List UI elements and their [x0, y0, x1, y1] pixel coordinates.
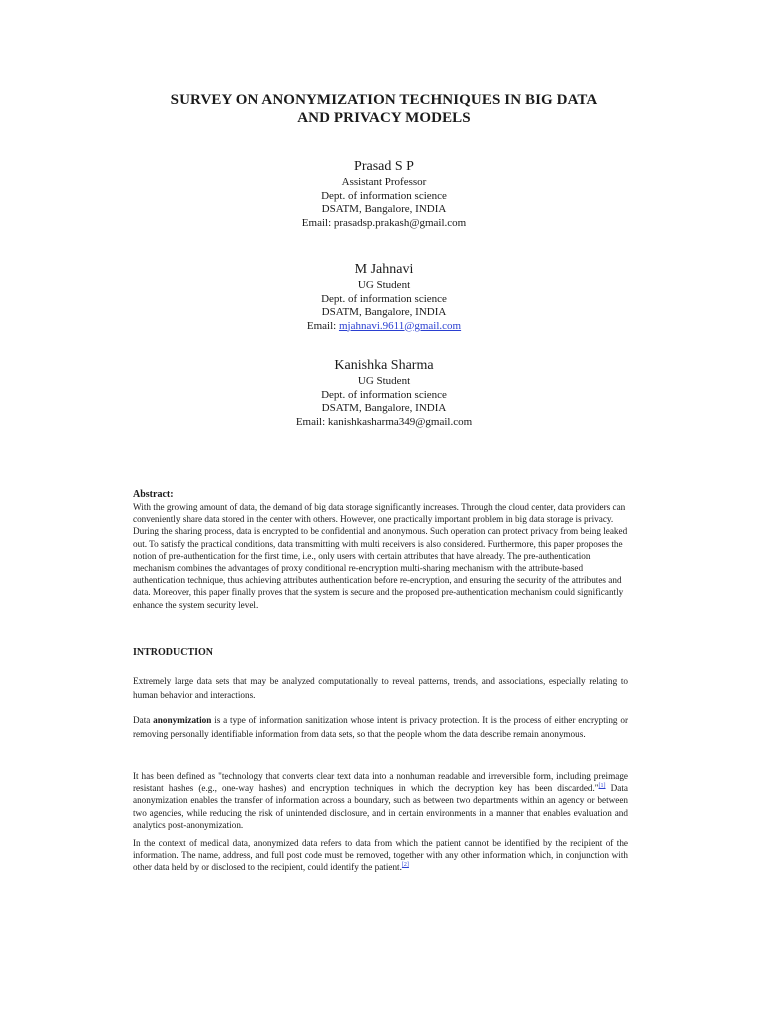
author-block-3 [0, 357, 768, 429]
author-role: UG Student [357, 375, 411, 387]
introduction-heading: INTRODUCTION [133, 647, 214, 658]
abstract-section [133, 489, 628, 611]
citation-link-1[interactable]: [1] [598, 783, 606, 790]
intro-p3-after: Data anonymization enables the transfer of information across a boundary, such as between two departments within an agency or between two agencies, while reducing the risk of unintended disclosure, and in certain environments in a manner that enables evaluation and analytics post-anonymization. [133, 783, 628, 830]
author-dept: Dept. of information science [321, 388, 447, 401]
abstract-text: With the growing amount of data, the demand of big data storage significantly increases. Through the cloud center, data providers can conveniently share data stored in the center with others. However, one practically important problem in big data storage is privacy. During the sharing process, data is encrypted to be confidential and anonymous. Such operation can protect privacy from being leaked out. To satisfy the practical conditions, data transmitting with multi receivers is also considered. Furthermore, this paper proposes the notion of pre-authentication for the first time, i.e., only users with certain attributes that have already. The pre-authentication mechanism combines the advantages of proxy conditional re-encryption multi-sharing mechanism with the attribute-based authentication technique, thus achieving attributes authentication before re-encryption, and ensuring the security of the attributes and data. Moreover, this paper finally proves that the system is secure and the proposed pre-authentication mechanism could significantly enhance the system security level. [133, 502, 628, 610]
author-email-link[interactable]: mjahnavi.9611@gmail.com [338, 319, 462, 332]
author-role: UG Student [357, 279, 411, 291]
author-affiliation: DSATM, Bangalore, INDIA [321, 402, 447, 414]
abstract-heading: Abstract: [133, 489, 174, 500]
paper-title [0, 91, 768, 127]
author-affiliation: DSATM, Bangalore, INDIA [321, 306, 447, 318]
intro-p2-keyword: anonymization [153, 715, 212, 725]
author-block-1 [0, 158, 768, 230]
author-email-line [0, 320, 768, 334]
title-line-1: SURVEY ON ANONYMIZATION TECHNIQUES IN BIG DATA [170, 92, 598, 108]
intro-paragraph-1: Extremely large data sets that may be analyzed computationally to reveal patterns, trends, and associations, especially relating to human behavior and interactions. [133, 676, 628, 700]
author-email-line [0, 217, 768, 231]
author-name: Prasad S P [354, 159, 414, 174]
intro-p3-before: It has been defined as "technology that converts clear text data into a nonhuman readable and irreversible form, including preimage resistant hashes (e.g., one-way hashes) and encryption techniques in which the decryption key has been discarded." [133, 771, 628, 794]
intro-paragraph-2 [133, 714, 628, 742]
email-label: Email: [301, 216, 334, 229]
author-name: Kanishka Sharma [334, 358, 434, 373]
author-block-2 [0, 261, 768, 333]
citation-link-2[interactable]: [2] [401, 862, 409, 869]
email-label: Email: [295, 415, 328, 428]
author-name: M Jahnavi [354, 262, 414, 277]
author-affiliation: DSATM, Bangalore, INDIA [321, 203, 447, 215]
intro-paragraph-4 [133, 837, 628, 874]
intro-paragraph-3 [133, 770, 628, 831]
author-email: prasadsp.prakash@gmail.com [333, 216, 467, 229]
author-dept: Dept. of information science [321, 292, 447, 305]
author-email-line [0, 416, 768, 430]
intro-p4-before: In the context of medical data, anonymized data refers to data from which the patient cannot be identified by the recipient of the information. The name, address, and full post code must be removed, together with any other information which, in conjunction with other data held by or disclosed to the recipient, could identify the patient. [133, 838, 628, 873]
author-email: kanishkasharma349@gmail.com [327, 415, 473, 428]
title-line-2: AND PRIVACY MODELS [297, 110, 471, 126]
author-dept: Dept. of information science [321, 189, 447, 202]
author-role: Assistant Professor [341, 176, 427, 188]
intro-p2-before: Data [133, 715, 154, 725]
intro-p2-after: is a type of information sanitization whose intent is privacy protection. It is the process of either encrypting or removing personally identifiable information from data sets, so that the people whom the data describe remain anonymous. [133, 715, 629, 739]
email-label: Email: [306, 319, 339, 332]
